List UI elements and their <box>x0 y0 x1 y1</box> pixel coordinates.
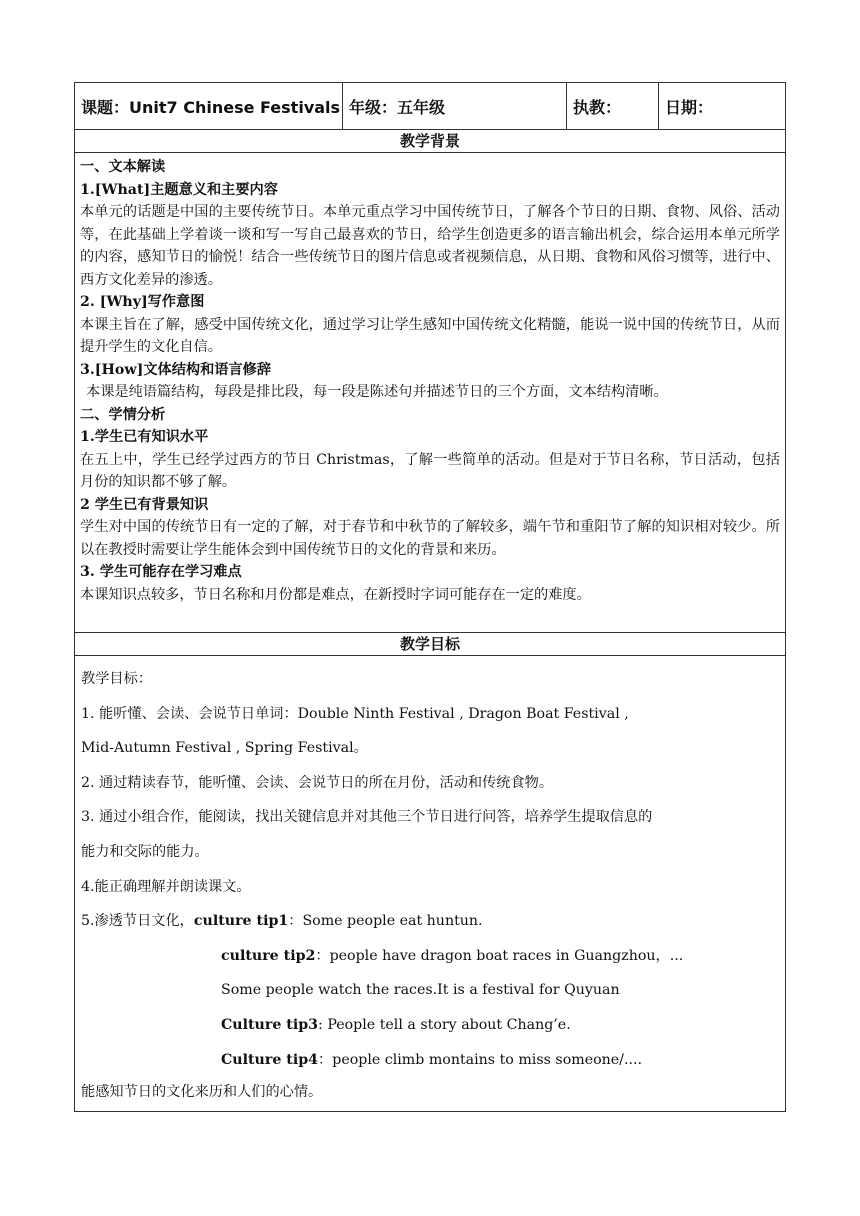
topic-cell: 课题：Unit7 Chinese Festivals <box>75 83 343 129</box>
background-section-title: 教学背景 <box>75 130 785 153</box>
header-row <box>75 83 785 130</box>
objectives-section-body <box>75 656 785 1111</box>
objectives-section-title: 教学目标 <box>75 633 785 656</box>
culture-tip-2-label: culture tip2 <box>221 947 316 964</box>
objective-5-prefix: 5.渗透节日文化， <box>81 913 194 930</box>
what-paragraph: 本单元的话题是中国的主要传统节日。本单元重点学习中国传统节日，了解各个节日的日期、食物、风俗、活动等，在此基础上学着谈一谈和写一写自己最喜欢的节日，给学生创造更多的语言输出机会，综合运用本单元所学的内容，感知节日的愉悦！结合一些传统节日的图片信息或者视频信息，从日期、食物和风俗习惯等，进行中、西方文化差异的渗透。 <box>80 204 780 288</box>
culture-tip-1-label: culture tip1 <box>193 913 289 930</box>
culture-tip-3-text: : People tell a story about Chang’e. <box>318 1016 571 1033</box>
objective-2: 2. 通过精读春节，能听懂、会读、会说节日的所在月份，活动和传统食物。 <box>81 774 554 791</box>
grade-cell: 年级：五年级 <box>343 83 567 129</box>
how-paragraph: 本课是纯语篇结构，每段是排比段，每一段是陈述句并描述节日的三个方面，文本结构清晰。 <box>86 384 668 400</box>
culture-tip-2 <box>81 939 779 974</box>
objective-1-line-2: Mid-Autumn Festival , Spring Festival。 <box>81 740 368 757</box>
how-heading: 3.[How]文体结构和语言修辞 <box>80 361 272 378</box>
date-cell: 日期： <box>665 97 714 117</box>
lesson-plan-table <box>74 82 786 1112</box>
objectives-intro: 教学目标： <box>81 671 152 687</box>
why-heading: 2. [Why]写作意图 <box>80 294 205 310</box>
culture-tip-2-text: ：people have dragon boat races in Guangzhou，... <box>315 947 684 964</box>
difficulties-paragraph: 本课知识点较多，节日名称和月份都是难点，在新授时字词可能存在一定的难度。 <box>80 586 591 603</box>
knowledge-level-paragraph: 在五上中，学生已经学过西方的节日 Christmas，了解一些简单的活动。但是对于节日名称，节日活动，包括月份的知识都不够了解。 <box>80 451 780 490</box>
culture-tip-4-text: ：people climb montains to miss someone/.... <box>318 1051 642 1068</box>
background-knowledge-heading: 2 学生已有背景知识 <box>80 496 209 513</box>
objective-3-line-1: 3. 通过小组合作，能阅读，找出关键信息并对其他三个节日进行问答，培养学生提取信息的 <box>81 809 653 826</box>
objective-3-line-2: 能力和交际的能力。 <box>81 843 209 860</box>
text-analysis-heading: 一、文本解读 <box>80 159 166 175</box>
culture-tip-2-continued: Some people watch the races.It is a festival for Quyuan <box>221 982 620 999</box>
why-paragraph: 本课主旨在了解，感受中国传统文化，通过学习让学生感知中国传统文化精髓，能说一说中国的传统节日，从而提升学生的文化自信。 <box>80 316 780 355</box>
teacher-cell: 执教： <box>567 83 659 129</box>
background-section-body <box>75 153 785 633</box>
culture-tip-4 <box>81 1043 779 1078</box>
objective-4: 4.能正确理解并朗读课文。 <box>81 878 251 895</box>
culture-tip-3 <box>81 1008 779 1043</box>
culture-tip-4-label: Culture tip4 <box>221 1051 319 1068</box>
what-heading: 1.[What]主题意义和主要内容 <box>80 181 278 198</box>
objectives-closing: 能感知节日的文化来历和人们的心情。 <box>81 1084 323 1101</box>
difficulties-heading: 3. 学生可能存在学习难点 <box>80 564 242 580</box>
learner-analysis-heading: 二、学情分析 <box>80 406 166 423</box>
objective-5 <box>81 904 779 939</box>
knowledge-level-heading: 1.学生已有知识水平 <box>80 429 209 445</box>
objective-1-line-1: 1. 能听懂、会读、会说节日单词：Double Ninth Festival , Dragon Boat Festival , <box>81 705 629 722</box>
culture-tip-3-label: Culture tip3 <box>221 1016 319 1033</box>
background-knowledge-paragraph: 学生对中国的传统节日有一定的了解，对于春节和中秋节的了解较多，端午节和重阳节了解的知识相对较少。所以在教授时需要让学生能体会到中国传统节日的文化的背景和来历。 <box>80 519 780 558</box>
culture-tip-1-text: ：Some people eat huntun. <box>288 913 483 930</box>
